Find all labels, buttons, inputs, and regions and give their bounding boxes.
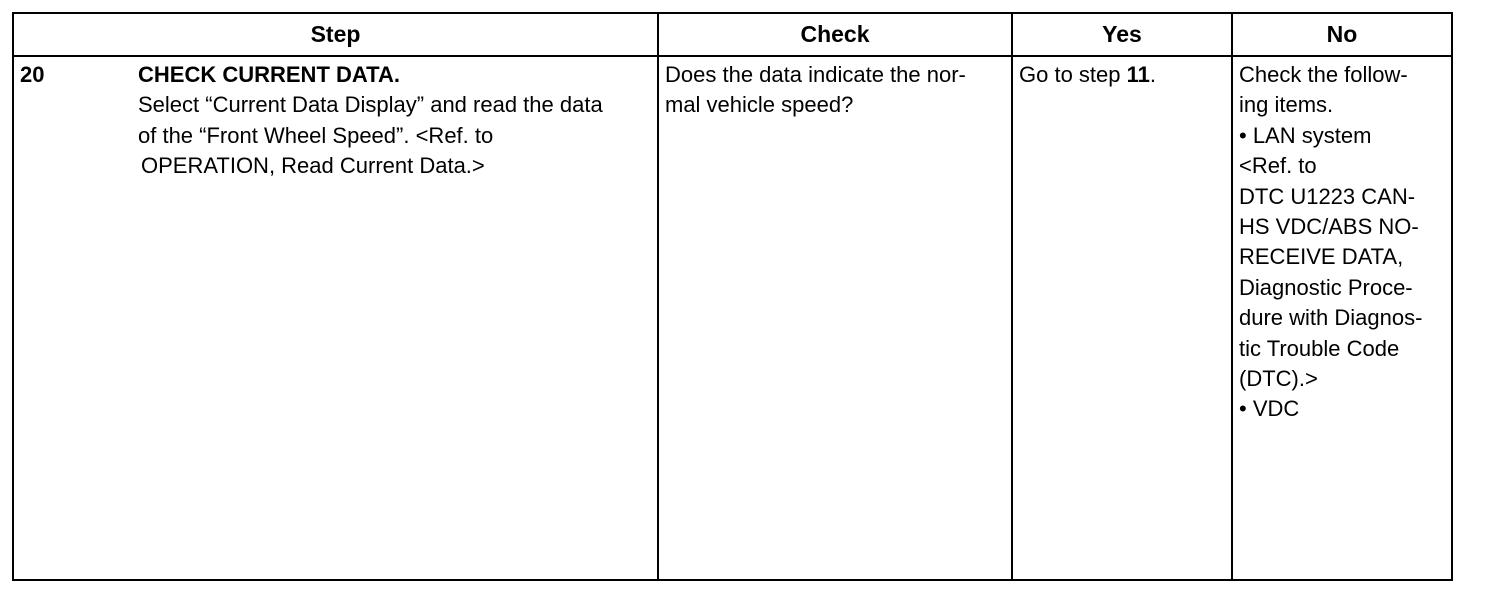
no-line: tic Trouble Code — [1239, 335, 1400, 361]
step-number: 20 — [20, 62, 45, 87]
check-line: Does the data indicate the nor- — [665, 62, 966, 87]
no-line: dure with Diagnos- — [1239, 305, 1423, 331]
procedure-table — [12, 12, 1453, 581]
header-yes: Yes — [1102, 21, 1142, 47]
check-question — [665, 60, 966, 121]
column-divider — [657, 14, 659, 579]
no-line: Diagnostic Proce- — [1239, 274, 1413, 300]
step-body-line: of the “Front Wheel Speed”. <Ref. to — [138, 122, 494, 148]
header-step: Step — [310, 21, 361, 47]
no-line: Check the follow- — [1239, 62, 1408, 87]
yes-step-link[interactable]: 11 — [1126, 62, 1150, 87]
no-action — [1239, 60, 1422, 425]
no-line: <Ref. to — [1239, 153, 1317, 179]
step-body-line: OPERATION, Read Current Data.> — [141, 153, 485, 179]
check-line: mal vehicle speed? — [665, 92, 854, 118]
step-body-line: Select “Current Data Display” and read the data — [138, 92, 603, 118]
no-line: ing items. — [1239, 92, 1334, 118]
no-line: (DTC).> — [1239, 366, 1318, 392]
header-check: Check — [800, 21, 870, 47]
column-divider — [1011, 14, 1013, 579]
yes-suffix: . — [1149, 62, 1157, 87]
yes-action — [1019, 60, 1156, 90]
step-description — [138, 60, 603, 182]
header-divider — [14, 55, 1451, 57]
no-bullet-item: • VDC — [1239, 396, 1300, 422]
header-no: No — [1326, 21, 1358, 47]
no-bullet-item: • LAN system — [1239, 122, 1372, 148]
column-divider — [1231, 14, 1233, 579]
no-line: RECEIVE DATA, — [1239, 244, 1404, 270]
step-title: CHECK CURRENT DATA. — [138, 62, 400, 87]
no-line: DTC U1223 CAN- — [1239, 183, 1416, 209]
no-line: HS VDC/ABS NO- — [1239, 214, 1419, 240]
yes-prefix: Go to step — [1019, 62, 1127, 87]
yes-line — [1019, 60, 1156, 90]
